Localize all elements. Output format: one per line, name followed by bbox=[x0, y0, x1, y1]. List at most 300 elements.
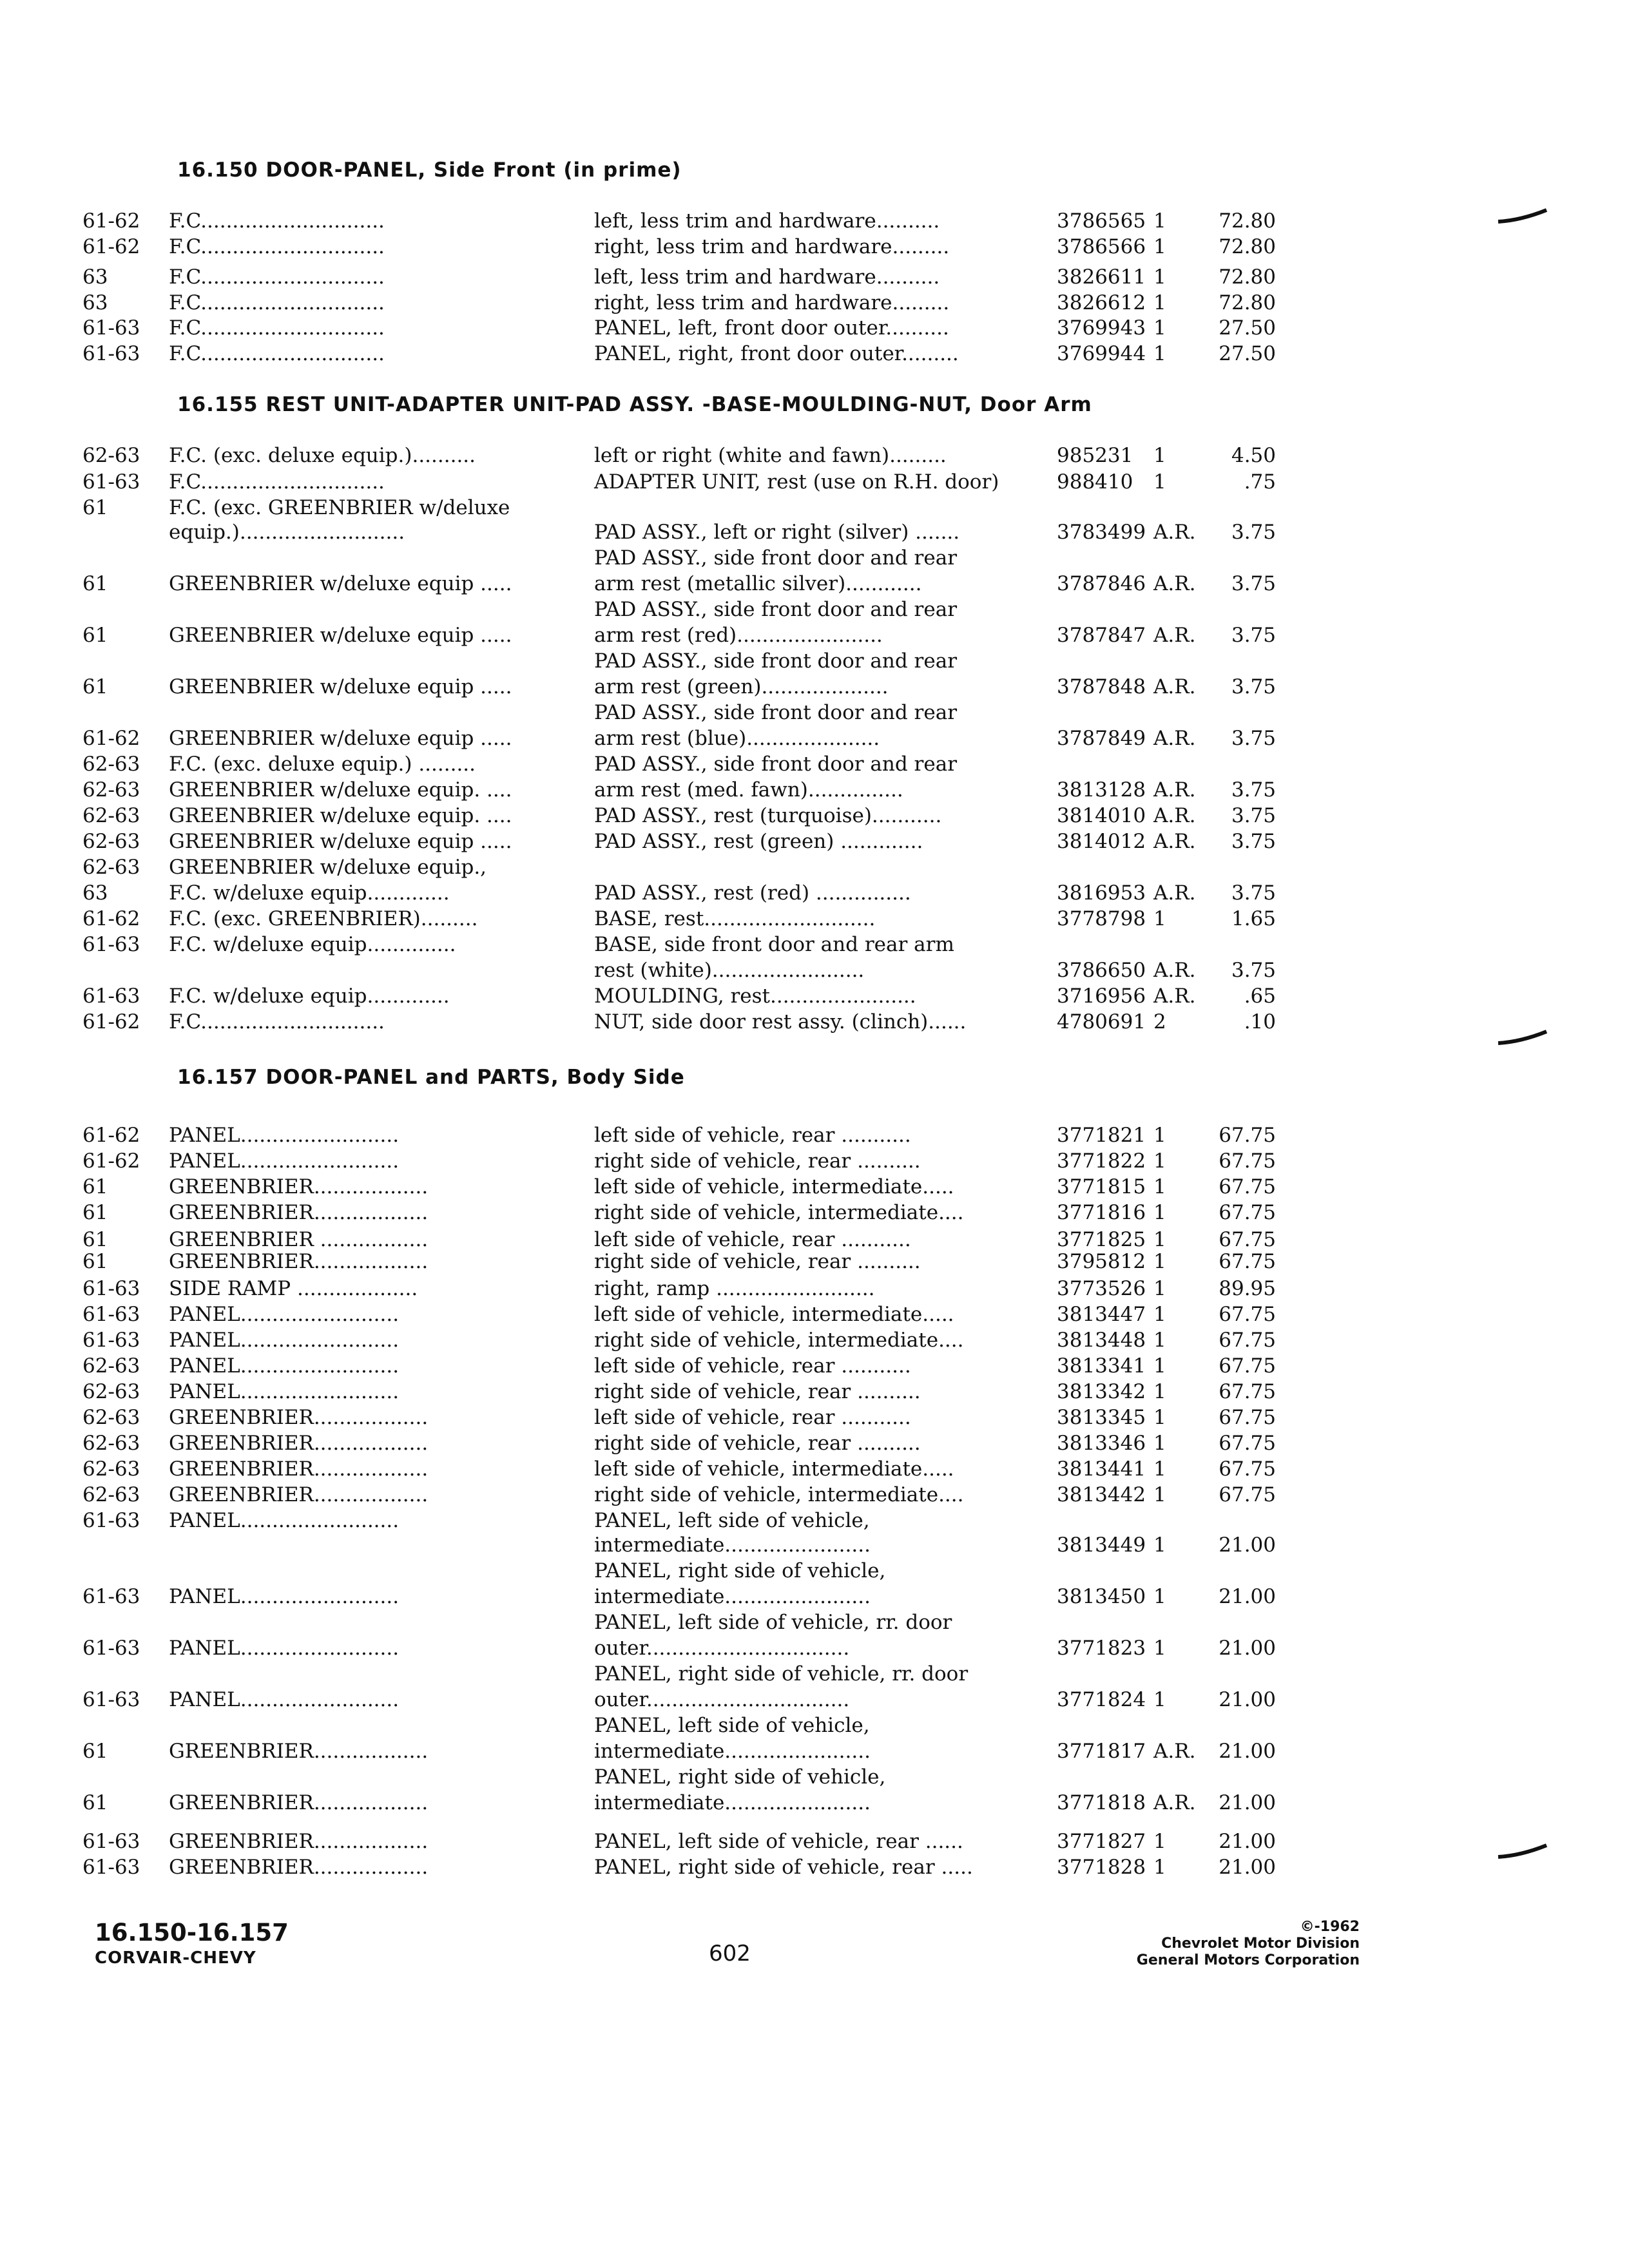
section-heading-16-155: 16.155 REST UNIT-ADAPTER UNIT-PAD ASSY. -BASE-MOULDING-NUT, Door Arm bbox=[177, 393, 1092, 416]
years-cell: 61 bbox=[82, 1250, 108, 1273]
description-cell: PANEL, right, front door outer......... bbox=[594, 342, 959, 365]
price-cell: 67.75 bbox=[1219, 1228, 1276, 1251]
years-cell: 61 bbox=[82, 1228, 108, 1251]
table-row bbox=[0, 208, 1629, 234]
model-cell: F.C............................. bbox=[169, 470, 385, 494]
years-cell: 61-62 bbox=[82, 1010, 140, 1033]
quantity-cell: A.R. bbox=[1153, 675, 1196, 698]
model-cell: PANEL......................... bbox=[169, 1149, 400, 1173]
quantity-cell: 1 bbox=[1153, 1432, 1166, 1455]
description-cell: intermediate....................... bbox=[594, 1533, 871, 1557]
years-cell: 63 bbox=[82, 291, 108, 314]
price-cell: 3.75 bbox=[1231, 521, 1276, 544]
table-row bbox=[0, 1405, 1629, 1430]
description-cell: PANEL, left, front door outer.......... bbox=[594, 316, 949, 340]
price-cell: 67.75 bbox=[1219, 1303, 1276, 1326]
table-row bbox=[0, 983, 1629, 1009]
price-cell: 21.00 bbox=[1219, 1637, 1276, 1660]
model-cell: GREENBRIER.................. bbox=[169, 1250, 429, 1273]
price-cell: 27.50 bbox=[1219, 342, 1276, 365]
page-number: 602 bbox=[709, 1941, 751, 1966]
years-cell: 61 bbox=[82, 496, 108, 519]
price-cell: 1.65 bbox=[1231, 907, 1276, 930]
binder-tick-mark bbox=[1495, 206, 1553, 232]
part-number-cell: 3771828 bbox=[1057, 1856, 1146, 1879]
description-cell: PAD ASSY., side front door and rear bbox=[594, 598, 958, 621]
quantity-cell: 1 bbox=[1153, 907, 1166, 930]
table-row bbox=[0, 469, 1629, 495]
model-cell: PANEL......................... bbox=[169, 1380, 400, 1403]
part-number-cell: 3814012 bbox=[1057, 830, 1146, 853]
quantity-cell: A.R. bbox=[1153, 804, 1196, 827]
part-number-cell: 4780691 bbox=[1057, 1010, 1146, 1033]
description-cell: right side of vehicle, rear .......... bbox=[594, 1149, 921, 1173]
price-cell: 21.00 bbox=[1219, 1830, 1276, 1853]
quantity-cell: 2 bbox=[1153, 1010, 1166, 1033]
model-cell: PANEL......................... bbox=[169, 1637, 400, 1660]
price-cell: 21.00 bbox=[1219, 1585, 1276, 1608]
table-row bbox=[0, 1610, 1629, 1635]
section-heading-16-150: 16.150 DOOR-PANEL, Side Front (in prime) bbox=[177, 159, 682, 182]
years-cell: 61 bbox=[82, 1201, 108, 1224]
part-number-cell: 3813442 bbox=[1057, 1483, 1146, 1506]
table-row bbox=[0, 315, 1629, 341]
table-row bbox=[0, 1200, 1629, 1225]
description-cell: left or right (white and fawn)......... bbox=[594, 444, 947, 467]
table-row bbox=[0, 1249, 1629, 1274]
footer-section-range: 16.150-16.157 bbox=[95, 1919, 289, 1946]
table-row bbox=[0, 341, 1629, 367]
price-cell: 3.75 bbox=[1231, 830, 1276, 853]
quantity-cell: A.R. bbox=[1153, 959, 1196, 982]
description-cell: PANEL, left side of vehicle, rr. door bbox=[594, 1611, 952, 1634]
model-cell: GREENBRIER.................. bbox=[169, 1175, 429, 1198]
table-row bbox=[0, 1635, 1629, 1661]
table-row bbox=[0, 545, 1629, 571]
table-row bbox=[0, 264, 1629, 290]
model-cell: GREENBRIER ................. bbox=[169, 1228, 429, 1251]
years-cell: 61 bbox=[82, 1175, 108, 1198]
model-cell: GREENBRIER w/deluxe equip., bbox=[169, 856, 487, 879]
model-cell: PANEL......................... bbox=[169, 1354, 400, 1378]
description-cell: PANEL, left side of vehicle, rear ...... bbox=[594, 1830, 963, 1853]
part-number-cell: 3786566 bbox=[1057, 235, 1146, 258]
price-cell: 72.80 bbox=[1219, 265, 1276, 289]
years-cell: 63 bbox=[82, 881, 108, 905]
price-cell: 67.75 bbox=[1219, 1329, 1276, 1352]
model-cell: GREENBRIER.................. bbox=[169, 1791, 429, 1814]
part-number-cell: 3787847 bbox=[1057, 624, 1146, 647]
description-cell: PANEL, right side of vehicle, bbox=[594, 1559, 886, 1582]
description-cell: PAD ASSY., side front door and rear bbox=[594, 649, 958, 673]
quantity-cell: 1 bbox=[1153, 235, 1166, 258]
model-cell: GREENBRIER w/deluxe equip. .... bbox=[169, 778, 512, 802]
description-cell: NUT, side door rest assy. (clinch)...... bbox=[594, 1010, 967, 1033]
years-cell: 62-63 bbox=[82, 1432, 140, 1455]
price-cell: 67.75 bbox=[1219, 1483, 1276, 1506]
years-cell: 61-63 bbox=[82, 1277, 140, 1300]
quantity-cell: A.R. bbox=[1153, 830, 1196, 853]
model-cell: F.C............................. bbox=[169, 316, 385, 340]
table-row bbox=[0, 1687, 1629, 1713]
quantity-cell: A.R. bbox=[1153, 727, 1196, 750]
part-number-cell: 3795812 bbox=[1057, 1250, 1146, 1273]
table-row bbox=[0, 1174, 1629, 1200]
table-row bbox=[0, 674, 1629, 700]
years-cell: 61-62 bbox=[82, 1124, 140, 1147]
quantity-cell: 1 bbox=[1153, 1277, 1166, 1300]
table-row bbox=[0, 1829, 1629, 1854]
quantity-cell: 1 bbox=[1153, 444, 1166, 467]
table-row bbox=[0, 290, 1629, 316]
price-cell: 67.75 bbox=[1219, 1432, 1276, 1455]
description-cell: PANEL, right side of vehicle, rr. door bbox=[594, 1662, 969, 1686]
quantity-cell: 1 bbox=[1153, 291, 1166, 314]
model-cell: GREENBRIER.................. bbox=[169, 1483, 429, 1506]
price-cell: 67.75 bbox=[1219, 1175, 1276, 1198]
years-cell: 61 bbox=[82, 572, 108, 595]
quantity-cell: 1 bbox=[1153, 1124, 1166, 1147]
table-row bbox=[0, 1302, 1629, 1327]
description-cell: intermediate....................... bbox=[594, 1585, 871, 1608]
part-number-cell: 3771816 bbox=[1057, 1201, 1146, 1224]
quantity-cell: 1 bbox=[1153, 1533, 1166, 1557]
model-cell: PANEL......................... bbox=[169, 1585, 400, 1608]
table-row bbox=[0, 1661, 1629, 1687]
years-cell: 61-63 bbox=[82, 1856, 140, 1879]
description-cell: arm rest (metallic silver)............ bbox=[594, 572, 922, 595]
part-number-cell: 3816953 bbox=[1057, 881, 1146, 905]
price-cell: 67.75 bbox=[1219, 1406, 1276, 1429]
quantity-cell: 1 bbox=[1153, 1637, 1166, 1660]
footer-corporation: General Motors Corporation bbox=[1136, 1952, 1360, 1968]
price-cell: 3.75 bbox=[1231, 778, 1276, 802]
quantity-cell: 1 bbox=[1153, 1457, 1166, 1481]
quantity-cell: 1 bbox=[1153, 1856, 1166, 1879]
model-cell: F.C. (exc. deluxe equip.).......... bbox=[169, 444, 476, 467]
quantity-cell: 1 bbox=[1153, 1688, 1166, 1711]
price-cell: 21.00 bbox=[1219, 1740, 1276, 1763]
table-row bbox=[0, 1148, 1629, 1174]
years-cell: 61-63 bbox=[82, 342, 140, 365]
table-row bbox=[0, 726, 1629, 751]
price-cell: 3.75 bbox=[1231, 572, 1276, 595]
quantity-cell: 1 bbox=[1153, 1354, 1166, 1378]
part-number-cell: 3769943 bbox=[1057, 316, 1146, 340]
description-cell: arm rest (med. fawn)............... bbox=[594, 778, 903, 802]
price-cell: 21.00 bbox=[1219, 1856, 1276, 1879]
table-row bbox=[0, 1738, 1629, 1764]
part-number-cell: 3813128 bbox=[1057, 778, 1146, 802]
quantity-cell: A.R. bbox=[1153, 881, 1196, 905]
part-number-cell: 3771818 bbox=[1057, 1791, 1146, 1814]
model-cell: GREENBRIER.................. bbox=[169, 1432, 429, 1455]
price-cell: 72.80 bbox=[1219, 291, 1276, 314]
model-cell: GREENBRIER w/deluxe equip. .... bbox=[169, 804, 512, 827]
table-row bbox=[0, 234, 1629, 260]
description-cell: arm rest (red)....................... bbox=[594, 624, 883, 647]
description-cell: PAD ASSY., left or right (silver) ....... bbox=[594, 521, 960, 544]
description-cell: MOULDING, rest....................... bbox=[594, 985, 916, 1008]
part-number-cell: 3787849 bbox=[1057, 727, 1146, 750]
part-number-cell: 3813341 bbox=[1057, 1354, 1146, 1378]
years-cell: 62-63 bbox=[82, 804, 140, 827]
model-cell: F.C. (exc. GREENBRIER w/deluxe bbox=[169, 496, 510, 519]
part-number-cell: 3778798 bbox=[1057, 907, 1146, 930]
price-cell: 67.75 bbox=[1219, 1124, 1276, 1147]
years-cell: 62-63 bbox=[82, 1483, 140, 1506]
model-cell: GREENBRIER.................. bbox=[169, 1740, 429, 1763]
description-cell: right, ramp ......................... bbox=[594, 1277, 875, 1300]
part-number-cell: 3813448 bbox=[1057, 1329, 1146, 1352]
description-cell: PANEL, right side of vehicle, bbox=[594, 1765, 886, 1789]
years-cell: 62-63 bbox=[82, 1354, 140, 1378]
model-cell: SIDE RAMP ................... bbox=[169, 1277, 418, 1300]
years-cell: 61 bbox=[82, 1791, 108, 1814]
description-cell: PANEL, right side of vehicle, rear ..... bbox=[594, 1856, 973, 1879]
description-cell: left side of vehicle, rear ........... bbox=[594, 1228, 911, 1251]
part-number-cell: 3771824 bbox=[1057, 1688, 1146, 1711]
model-cell: GREENBRIER w/deluxe equip ..... bbox=[169, 624, 512, 647]
table-row bbox=[0, 519, 1629, 545]
description-cell: outer................................ bbox=[594, 1637, 850, 1660]
price-cell: .10 bbox=[1244, 1010, 1276, 1033]
quantity-cell: 1 bbox=[1153, 265, 1166, 289]
years-cell: 61-63 bbox=[82, 1688, 140, 1711]
price-cell: 72.80 bbox=[1219, 235, 1276, 258]
quantity-cell: 1 bbox=[1153, 342, 1166, 365]
years-cell: 62-63 bbox=[82, 444, 140, 467]
quantity-cell: 1 bbox=[1153, 1380, 1166, 1403]
model-cell: F.C............................. bbox=[169, 291, 385, 314]
table-row bbox=[0, 854, 1629, 880]
years-cell: 61 bbox=[82, 1740, 108, 1763]
years-cell: 62-63 bbox=[82, 856, 140, 879]
price-cell: 3.75 bbox=[1231, 881, 1276, 905]
years-cell: 61-63 bbox=[82, 316, 140, 340]
part-number-cell: 3786650 bbox=[1057, 959, 1146, 982]
years-cell: 61-63 bbox=[82, 1637, 140, 1660]
part-number-cell: 3813447 bbox=[1057, 1303, 1146, 1326]
years-cell: 61-63 bbox=[82, 1509, 140, 1532]
quantity-cell: A.R. bbox=[1153, 624, 1196, 647]
quantity-cell: 1 bbox=[1153, 1585, 1166, 1608]
part-number-cell: 3769944 bbox=[1057, 342, 1146, 365]
table-row bbox=[0, 1327, 1629, 1353]
table-row bbox=[0, 1584, 1629, 1610]
years-cell: 61-63 bbox=[82, 985, 140, 1008]
model-cell: GREENBRIER w/deluxe equip ..... bbox=[169, 727, 512, 750]
quantity-cell: 1 bbox=[1153, 1406, 1166, 1429]
description-cell: right, less trim and hardware......... bbox=[594, 235, 950, 258]
description-cell: left side of vehicle, rear ........... bbox=[594, 1124, 911, 1147]
quantity-cell: 1 bbox=[1153, 1250, 1166, 1273]
description-cell: BASE, side front door and rear arm bbox=[594, 933, 954, 956]
table-row bbox=[0, 1482, 1629, 1508]
section-heading-16-157: 16.157 DOOR-PANEL and PARTS, Body Side bbox=[177, 1066, 685, 1089]
price-cell: 67.75 bbox=[1219, 1354, 1276, 1378]
description-cell: PAD ASSY., rest (green) ............. bbox=[594, 830, 923, 853]
part-number-cell: 3771823 bbox=[1057, 1637, 1146, 1660]
part-number-cell: 3813441 bbox=[1057, 1457, 1146, 1481]
model-cell: F.C. (exc. GREENBRIER)......... bbox=[169, 907, 478, 930]
model-cell: F.C. (exc. deluxe equip.) ......... bbox=[169, 753, 476, 776]
table-row bbox=[0, 1558, 1629, 1584]
description-cell: right, less trim and hardware......... bbox=[594, 291, 950, 314]
price-cell: 21.00 bbox=[1219, 1791, 1276, 1814]
description-cell: intermediate....................... bbox=[594, 1740, 871, 1763]
model-cell: GREENBRIER.................. bbox=[169, 1201, 429, 1224]
table-row bbox=[0, 648, 1629, 674]
quantity-cell: 1 bbox=[1153, 209, 1166, 233]
table-row bbox=[0, 1713, 1629, 1738]
model-cell: GREENBRIER w/deluxe equip ..... bbox=[169, 572, 512, 595]
footer-model-name: CORVAIR-CHEVY bbox=[95, 1948, 256, 1968]
years-cell: 61-63 bbox=[82, 1303, 140, 1326]
table-row bbox=[0, 1764, 1629, 1790]
model-cell: GREENBRIER.................. bbox=[169, 1406, 429, 1429]
table-row bbox=[0, 803, 1629, 829]
price-cell: 67.75 bbox=[1219, 1149, 1276, 1173]
table-row bbox=[0, 1430, 1629, 1456]
footer-copyright: ©-1962 bbox=[1300, 1919, 1360, 1935]
description-cell: right side of vehicle, rear .......... bbox=[594, 1432, 921, 1455]
description-cell: left side of vehicle, intermediate..... bbox=[594, 1175, 954, 1198]
table-row bbox=[0, 597, 1629, 622]
description-cell: intermediate....................... bbox=[594, 1791, 871, 1814]
quantity-cell: A.R. bbox=[1153, 572, 1196, 595]
model-cell: F.C. w/deluxe equip............. bbox=[169, 985, 450, 1008]
quantity-cell: 1 bbox=[1153, 1175, 1166, 1198]
quantity-cell: A.R. bbox=[1153, 1740, 1196, 1763]
years-cell: 61 bbox=[82, 675, 108, 698]
years-cell: 61-62 bbox=[82, 1149, 140, 1173]
part-number-cell: 3771821 bbox=[1057, 1124, 1146, 1147]
years-cell: 62-63 bbox=[82, 1406, 140, 1429]
quantity-cell: 1 bbox=[1153, 1201, 1166, 1224]
description-cell: left, less trim and hardware.......... bbox=[594, 209, 940, 233]
part-number-cell: 3813450 bbox=[1057, 1585, 1146, 1608]
model-cell: PANEL......................... bbox=[169, 1124, 400, 1147]
price-cell: 3.75 bbox=[1231, 959, 1276, 982]
part-number-cell: 3773526 bbox=[1057, 1277, 1146, 1300]
description-cell: PAD ASSY., side front door and rear bbox=[594, 546, 958, 570]
years-cell: 61-62 bbox=[82, 209, 140, 233]
table-row bbox=[0, 906, 1629, 932]
description-cell: right side of vehicle, intermediate.... bbox=[594, 1483, 964, 1506]
description-cell: right side of vehicle, rear .......... bbox=[594, 1250, 921, 1273]
quantity-cell: A.R. bbox=[1153, 778, 1196, 802]
price-cell: 67.75 bbox=[1219, 1380, 1276, 1403]
model-cell: GREENBRIER.................. bbox=[169, 1457, 429, 1481]
description-cell: PAD ASSY., rest (red) ............... bbox=[594, 881, 911, 905]
table-row bbox=[0, 751, 1629, 777]
quantity-cell: 1 bbox=[1153, 316, 1166, 340]
price-cell: 27.50 bbox=[1219, 316, 1276, 340]
description-cell: ADAPTER UNIT, rest (use on R.H. door) bbox=[594, 470, 999, 494]
part-number-cell: 3771825 bbox=[1057, 1228, 1146, 1251]
description-cell: outer................................ bbox=[594, 1688, 850, 1711]
description-cell: rest (white)........................ bbox=[594, 959, 865, 982]
table-row bbox=[0, 932, 1629, 957]
part-number-cell: 3716956 bbox=[1057, 985, 1146, 1008]
price-cell: 4.50 bbox=[1231, 444, 1276, 467]
price-cell: 67.75 bbox=[1219, 1201, 1276, 1224]
description-cell: left side of vehicle, rear ........... bbox=[594, 1354, 911, 1378]
model-cell: GREENBRIER w/deluxe equip ..... bbox=[169, 675, 512, 698]
price-cell: 3.75 bbox=[1231, 804, 1276, 827]
description-cell: PANEL, left side of vehicle, bbox=[594, 1509, 870, 1532]
years-cell: 62-63 bbox=[82, 830, 140, 853]
description-cell: right side of vehicle, intermediate.... bbox=[594, 1329, 964, 1352]
table-row bbox=[0, 571, 1629, 597]
model-cell: equip.).......................... bbox=[169, 521, 405, 544]
years-cell: 62-63 bbox=[82, 1457, 140, 1481]
part-number-cell: 3783499 bbox=[1057, 521, 1146, 544]
quantity-cell: 1 bbox=[1153, 1303, 1166, 1326]
description-cell: PAD ASSY., rest (turquoise)........... bbox=[594, 804, 942, 827]
price-cell: 3.75 bbox=[1231, 727, 1276, 750]
table-row bbox=[0, 1508, 1629, 1533]
description-cell: left side of vehicle, intermediate..... bbox=[594, 1457, 954, 1481]
quantity-cell: 1 bbox=[1153, 470, 1166, 494]
years-cell: 61-62 bbox=[82, 727, 140, 750]
table-row bbox=[0, 443, 1629, 468]
description-cell: PANEL, left side of vehicle, bbox=[594, 1714, 870, 1737]
price-cell: 72.80 bbox=[1219, 209, 1276, 233]
model-cell: F.C............................. bbox=[169, 209, 385, 233]
quantity-cell: 1 bbox=[1153, 1329, 1166, 1352]
years-cell: 61-63 bbox=[82, 1830, 140, 1853]
part-number-cell: 3813342 bbox=[1057, 1380, 1146, 1403]
years-cell: 61-63 bbox=[82, 1585, 140, 1608]
table-row bbox=[0, 1122, 1629, 1148]
price-cell: .75 bbox=[1244, 470, 1276, 494]
model-cell: F.C. w/deluxe equip............. bbox=[169, 881, 450, 905]
model-cell: PANEL......................... bbox=[169, 1688, 400, 1711]
years-cell: 61-62 bbox=[82, 235, 140, 258]
years-cell: 62-63 bbox=[82, 778, 140, 802]
model-cell: F.C. w/deluxe equip.............. bbox=[169, 933, 456, 956]
part-number-cell: 3771822 bbox=[1057, 1149, 1146, 1173]
table-row bbox=[0, 1379, 1629, 1405]
price-cell: 67.75 bbox=[1219, 1250, 1276, 1273]
price-cell: 3.75 bbox=[1231, 624, 1276, 647]
description-cell: PAD ASSY., side front door and rear bbox=[594, 701, 958, 724]
model-cell: GREENBRIER.................. bbox=[169, 1830, 429, 1853]
part-number-cell: 3813449 bbox=[1057, 1533, 1146, 1557]
part-number-cell: 3826612 bbox=[1057, 291, 1146, 314]
part-number-cell: 3814010 bbox=[1057, 804, 1146, 827]
part-number-cell: 3826611 bbox=[1057, 265, 1146, 289]
table-row bbox=[0, 700, 1629, 726]
quantity-cell: 1 bbox=[1153, 1483, 1166, 1506]
years-cell: 61 bbox=[82, 624, 108, 647]
model-cell: GREENBRIER.................. bbox=[169, 1856, 429, 1879]
quantity-cell: A.R. bbox=[1153, 521, 1196, 544]
table-row bbox=[0, 829, 1629, 854]
quantity-cell: A.R. bbox=[1153, 1791, 1196, 1814]
part-number-cell: 3771827 bbox=[1057, 1830, 1146, 1853]
price-cell: 89.95 bbox=[1219, 1277, 1276, 1300]
table-row bbox=[0, 1790, 1629, 1816]
description-cell: left side of vehicle, intermediate..... bbox=[594, 1303, 954, 1326]
part-number-cell: 988410 bbox=[1057, 470, 1133, 494]
description-cell: PAD ASSY., side front door and rear bbox=[594, 753, 958, 776]
part-number-cell: 3786565 bbox=[1057, 209, 1146, 233]
model-cell: GREENBRIER w/deluxe equip ..... bbox=[169, 830, 512, 853]
binder-tick-mark bbox=[1495, 1841, 1553, 1867]
